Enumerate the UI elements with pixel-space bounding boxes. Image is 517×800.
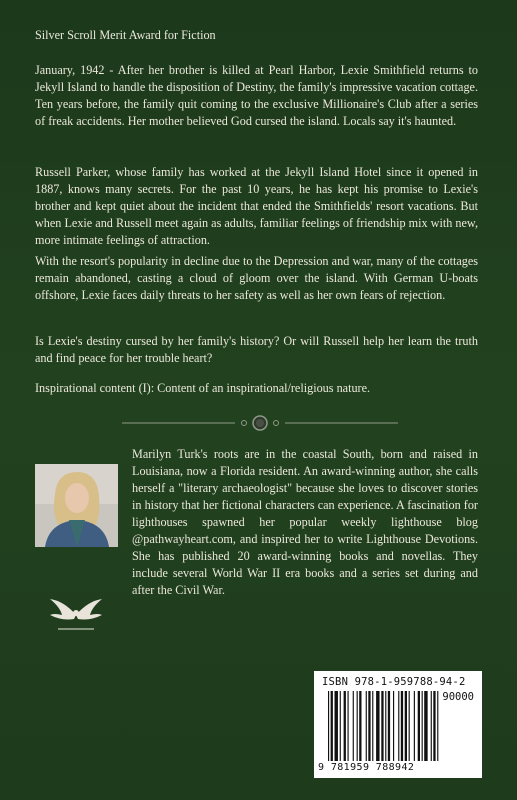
synopsis-paragraph-2: Russell Parker, whose family has worked at the Jekyll Island Hotel since it opened in 1887, knows many secrets. For the past 10 years, he has kept his promise to Lexie's brother and kept quiet about the incident that ended the Smithfields' resort vacations. But when Lexie and Russell meet again as adults, familiar feelings of friendship mix with new, more intimate feelings of attraction. xyxy=(35,165,478,247)
isbn-text: ISBN 978-1-959788-94-2 xyxy=(322,676,466,688)
synopsis-paragraph-4: Is Lexie's destiny cursed by her family's history? Or will Russell help her learn the truth and find peace for her trouble heart? xyxy=(35,334,478,365)
award-line: Silver Scroll Merit Award for Fiction xyxy=(35,28,216,42)
synopsis-paragraph-1: January, 1942 - After her brother is killed at Pearl Harbor, Lexie Smithfield returns to Jekyll Island to handle the disposition of Destiny, the family's impressive vacation cottage. Ten years before, the family quit coming to the exclusive Millionaire's Club after a series of freak accidents. Her mother believed God cursed the island. Locals say it's haunted. xyxy=(35,63,478,128)
publisher-logo xyxy=(46,593,106,635)
author-bio: Marilyn Turk's roots are in the coastal South, born and raised in Louisiana, now a Florida resident. An award-winning author, she calls herself a "literary archaeologist" because she loves to discover stories in history that her fictional characters can experience. A fascination for lighthouses spawned her popular weekly lighthouse blog @pathwayheart.com, and inspired her to write Lighthouse Devotions. She has published 20 award-winning books and novellas. They include several World War II era books and a series set during and after the Civil War. xyxy=(132,447,478,597)
author-photo xyxy=(35,464,118,547)
synopsis-paragraph-3: With the resort's popularity in decline due to the Depression and war, many of the cottages remain abandoned, casting a cloud of gloom over the island. With German U-boats offshore, Lexie faces daily threats to her safety as well as her own fears of rejection. xyxy=(35,254,478,302)
barcode-bars xyxy=(328,691,476,761)
ornament-divider xyxy=(120,412,400,434)
price-code: 90000 xyxy=(442,691,474,703)
content-note: Inspirational content (I): Content of an inspirational/religious nature. xyxy=(35,381,371,395)
isbn-barcode xyxy=(314,671,482,778)
barcode-digits: 9 781959 788942 xyxy=(318,762,415,773)
